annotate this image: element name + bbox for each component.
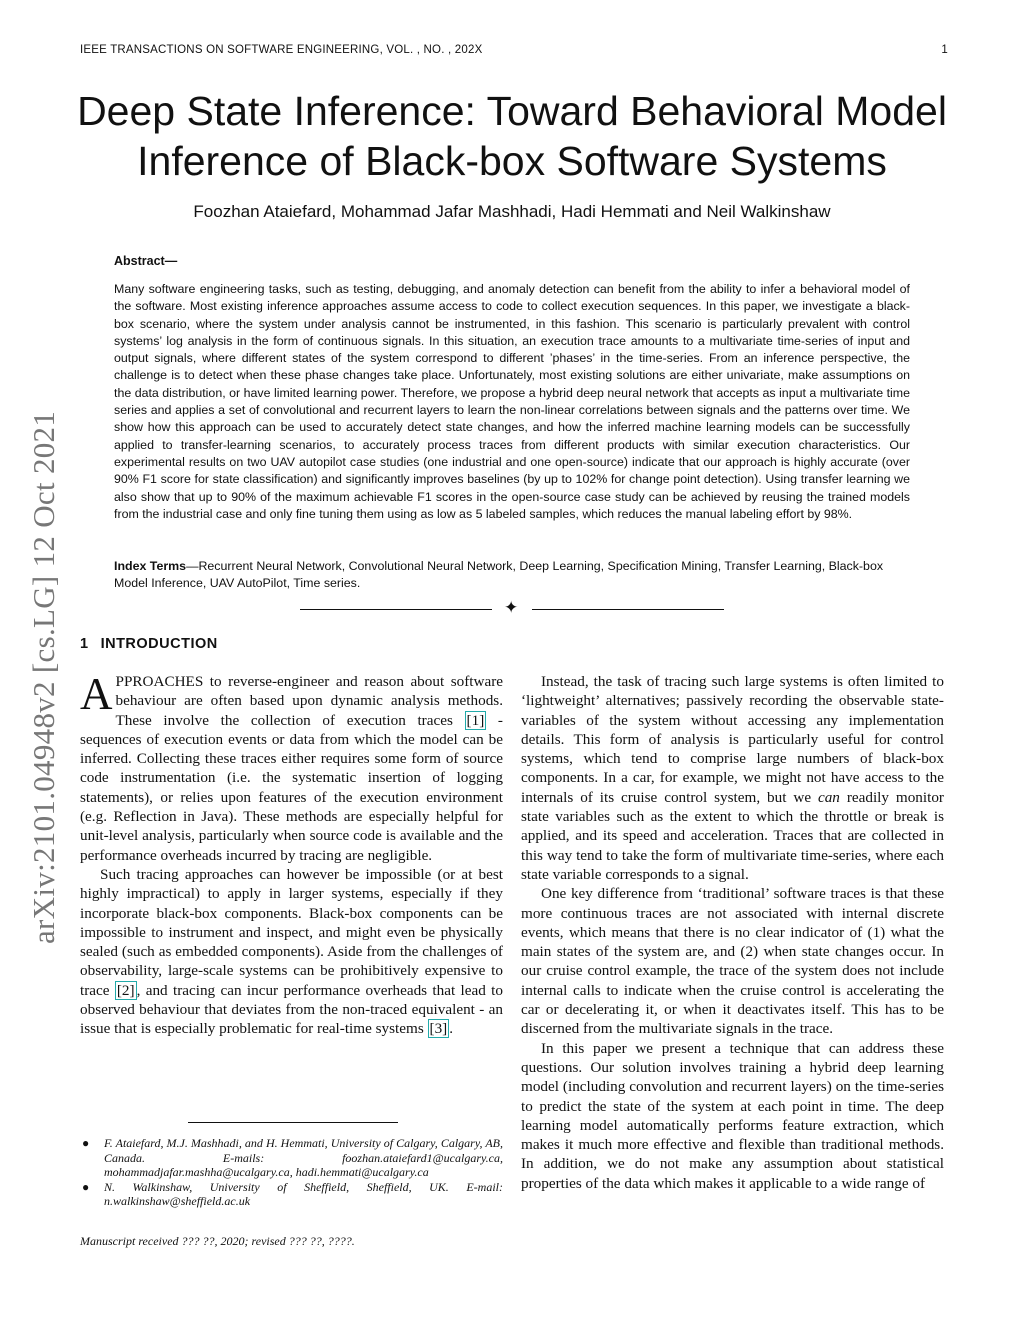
citation-link-2[interactable]: [2] <box>116 981 135 999</box>
section-heading <box>80 636 218 652</box>
lead-word: PPROACHES <box>115 673 204 690</box>
arxiv-identifier: arXiv:2101.04948v2 [cs.LG] 12 Oct 2021 <box>26 410 61 944</box>
footnote-text: N. Walkinshaw, University of Sheffield, Sheffield, UK. E-mail: n.walkinshaw@sheffield.ac.uk <box>104 1179 503 1209</box>
section-divider <box>300 600 724 620</box>
dropcap-letter: A <box>80 669 113 719</box>
abstract-heading: Abstract— <box>114 254 178 268</box>
paragraph-text: readily monitor state variables such as the extent to which the throttle or break is applied, and its speed and acceleration. Traces that are collected in this way tend to take the form of multivariate time-series, where each state variable corresponds to a signal. <box>521 788 944 883</box>
running-header <box>80 44 948 56</box>
divider-line-right <box>532 609 724 610</box>
paper-title: Deep State Inference: Toward Behavioral Model Inference of Black-box Software Systems <box>77 88 947 184</box>
bullet-icon: ● <box>82 1179 90 1194</box>
footnotes <box>80 1136 503 1209</box>
paragraph-text: Such tracing approaches can however be impossible (or at best highly impractical) to apply in larger systems, especially if they incorporate black-box components. Black-box components can be impossible to instrument and inspect, and might even be physically sealed (such as embedded components). Aside from the challenges of observability, large-scale systems can be prohibitively expensive to trace <box>80 865 503 999</box>
intro-paragraph-1 <box>80 669 503 865</box>
citation-link-3[interactable]: [3] <box>429 1020 448 1038</box>
index-terms-text: —Recurrent Neural Network, Convolutional Neural Network, Deep Learning, Specification Mining, Transfer Learning, Black-box Model Inference, UAV AutoPilot, Time series. <box>114 559 884 591</box>
footnote-item <box>80 1180 503 1209</box>
section-title: INTRODUCTION <box>100 636 218 652</box>
bullet-icon: ● <box>82 1136 90 1150</box>
intro-paragraph-4: One key difference from ‘traditional’ software traces is that these more continuous traces are not associated with internal discrete events, which means that there is no clear indicator of (1) what the main states of the system are, and (2) when state changes occur. In our cruise control example, the trace of the system does not include internal calls to indicate when the cruise control is accelerating the car or decelerating it, or when it deactivates itself. This has to be discerned from the multivariate signals in the trace. <box>521 885 944 1038</box>
paragraph-text: , and tracing can incur performance overheads that lead to observed behaviour that deviates from the non-traced equivalent - an issue that is especially problematic for real-time systems <box>80 981 503 1038</box>
journal-header: IEEE TRANSACTIONS ON SOFTWARE ENGINEERING, VOL. , NO. , 202X <box>80 44 483 56</box>
left-column <box>80 669 503 1039</box>
abstract-text: Many software engineering tasks, such as testing, debugging, and anomaly detection can benefit from the ability to infer a behavioral model of the software. Most existing inference approaches assume access to code to collect execution sequences. In this paper, we investigate a black-box scenario, where the system under analysis cannot be instrumented, in this fashion. This scenario is particularly prevalent with control systems’ log analysis in the form of continuous signals. In this situation, an execution trace amounts to a multivariate time-series of input and output signals, where different states of the system correspond to different ’phases’ in the time-series. From an inference perspective, the challenge is to detect when these phase changes take place. Unfortunately, most existing solutions are either univariate, make assumptions on the data distribution, or have limited learning power. Therefore, we propose a hybrid deep neural network that accepts as input a multivariate time series and applies a set of convolutional and recurrent layers to learn the non-linear correlations between signals and the patterns over time. We show how this approach can be used to accurately detect state changes, and how the inferred machine learning models can be successfully applied to transfer-learning scenarios, to accurately process traces from different products with similar execution characteristics. Our experimental results on two UAV autopilot case studies (one industrial and one open-source) indicate that our approach is highly accurate (over 90% F1 score for state classification) and significantly improves baselines (by up to 102% for change point detection). Using transfer learning we also show that up to 90% of the maximum achievable F1 scores in the open-source case study can be achieved by reusing the trained models from the industrial case and only fine tuning them using as low as 5 labeled samples, which reduces the manual labeling effort by 98%. <box>114 282 910 521</box>
page-number: 1 <box>941 44 948 56</box>
index-terms-label: Index Terms <box>114 559 187 573</box>
index-terms <box>114 558 910 593</box>
divider-diamond-icon: ✦ <box>504 598 519 617</box>
intro-paragraph-2 <box>80 865 503 1039</box>
footnote-text: F. Ataiefard, M.J. Mashhadi, and H. Hemmati, University of Calgary, Calgary, AB, Canada. E-mails: foozhan.ataiefard1@ucalgary.ca, mohammadjafar.mashha@ucalgary.ca, hadi.hemmati@ucalgary.ca <box>104 1136 503 1180</box>
footnote-rule <box>188 1122 398 1123</box>
divider-line-left <box>300 609 492 610</box>
paragraph-text: - sequences of execution events or data from which the model can be inferred. Collecting these traces either requires some form of source code instrumentation (i.e. the systematic insertion of logging statements), or relies upon features of the execution environment (e.g. Reflection in Java). These methods are especially helpful for unit-level analysis, particularly when source code is available and the performance overheads incurred by tracing are negligible. <box>80 711 503 864</box>
section-number: 1 <box>80 636 89 652</box>
emphasis-text: can <box>817 788 840 806</box>
paragraph-text: . <box>449 1020 454 1038</box>
paragraph-text: Instead, the task of tracing such large systems is often limited to ‘lightweight’ alternatives; passively recording the observable state-variables of the system without accessing any implementation details. This form of analysis is particularly useful for control systems, which tend to comprise large numbers of black-box components. In a car, for example, we might not have access to the internals of its cruise control system, but we <box>521 673 944 806</box>
intro-paragraph-3 <box>521 672 944 884</box>
intro-paragraph-5: In this paper we present a technique that can address these questions. Our solution involves training a hybrid deep learning model (including convolution and recurrent layers) on the time-series to predict the state of the system at each point in time. The deep learning model automatically performs feature extraction, which makes it much more effective and flexible than traditional methods. In addition, we do not make any assumption about statistical properties of the data which makes it applicable to a wide range of <box>521 1039 944 1192</box>
right-column <box>521 672 944 1193</box>
paragraph-text: to reverse-engineer and reason about software behaviour are often based upon dynamic analysis methods. These involve the collection of execution traces <box>115 673 503 729</box>
manuscript-note: Manuscript received ??? ??, 2020; revised ??? ??, ????. <box>80 1234 355 1248</box>
citation-link-1[interactable]: [1] <box>466 711 485 729</box>
author-list: Foozhan Ataiefard, Mohammad Jafar Mashhadi, Hadi Hemmati and Neil Walkinshaw <box>193 202 831 221</box>
footnote-item <box>80 1136 503 1180</box>
